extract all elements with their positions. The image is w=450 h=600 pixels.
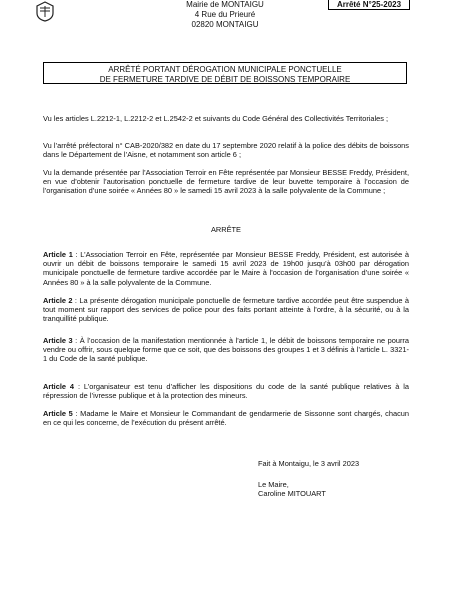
title-line-1: ARRÊTÉ PORTANT DÉROGATION MUNICIPALE PONCTUELLE [108,65,342,74]
article-3 [43,336,409,364]
commune-logo-icon [34,0,56,22]
article-2 [43,296,409,324]
visa-paragraph-2: Vu l’arrêté préfectoral n° CAB-2020/382 en date du 17 septembre 2020 relatif à la police des débits de boissons dans le Département de l’Aisne, et notamment son article 6 ; [43,141,409,160]
arrete-number-box: Arrêté N°25-2023 [328,0,410,10]
article-4 [43,382,409,400]
arrete-heading: ARRÊTE [211,225,241,234]
title-line-2: DE FERMETURE TARDIVE DE DÉBIT DE BOISSONS TEMPORAIRE [99,75,351,84]
article-1 [43,250,409,287]
signature-name: Caroline MITOUART [258,489,326,498]
article-5-label: Article 5 [43,409,73,418]
mairie-address [170,0,280,30]
article-5-text: : Madame le Maire et Monsieur le Commandant de gendarmerie de Sissonne sont chargés, chacun en ce qui les concerne, de l’exécution du présent arrêté. [43,409,409,428]
document-title-box [43,62,407,84]
signature-role: Le Maire, [258,480,289,489]
mairie-name: Mairie de MONTAIGU [186,0,264,9]
article-2-label: Article 2 [43,296,73,305]
signature-date: Fait à Montaigu, le 3 avril 2023 [258,459,360,468]
visa-paragraph-3: Vu la demande présentée par l’Association Terroir en Fête représentée par Monsieur BESSE Freddy, Président, en vue d’obtenir l’autorisation ponctuelle de fermeture tardive de leur buvette temporaire à l’occasion de l’organisation d’une soirée « Années 80 » le samedi 15 avril 2023 à la salle polyvalente de la Commune ; [43,168,409,196]
article-1-label: Article 1 [43,250,73,259]
mairie-street: 4 Rue du Prieuré [194,10,256,19]
article-1-text: : L’Association Terroir en Fête, représentée par Monsieur BESSE Freddy, Président, est autorisée à ouvrir un débit de boissons temporaire le samedi 15 avril 2023 de 19h00 jusqu’à 03h00 par dérogation municipale ponctuelle de fermeture tardive accordée par le Maire à l’occasion de l’organisation d’une soirée « Années 80 » à la salle polyvalente de la Commune. [43,250,409,287]
visa-paragraph-1: Vu les articles L.2212-1, L.2212-2 et L.2542-2 et suivants du Code Général des Collectivités Territoriales ; [43,114,389,123]
mairie-postcode: 02820 MONTAIGU [191,20,259,29]
article-4-text: : L’organisateur est tenu d’afficher les dispositions du code de la santé publique relatives à la répression de l’ivresse publique et à la protection des mineurs. [43,382,409,401]
article-4-label: Article 4 [43,382,75,391]
article-3-text: : À l’occasion de la manifestation mentionnée à l’article 1, le débit de boissons temporaire ne pourra vendre ou offrir, sous quelque forme que ce soit, que des boissons des groupes 1 et 3 définis à l’article L. 3321-1 du Code de la santé publique. [43,336,410,364]
article-2-text: : La présente dérogation municipale ponctuelle de fermeture tardive accordée peut être suspendue à tout moment sur rapport des services de police pour des faits portant atteinte à l’ordre, à la sécurité, ou à la tranquillité publique. [43,296,410,324]
article-3-label: Article 3 [43,336,73,345]
article-5 [43,409,409,427]
